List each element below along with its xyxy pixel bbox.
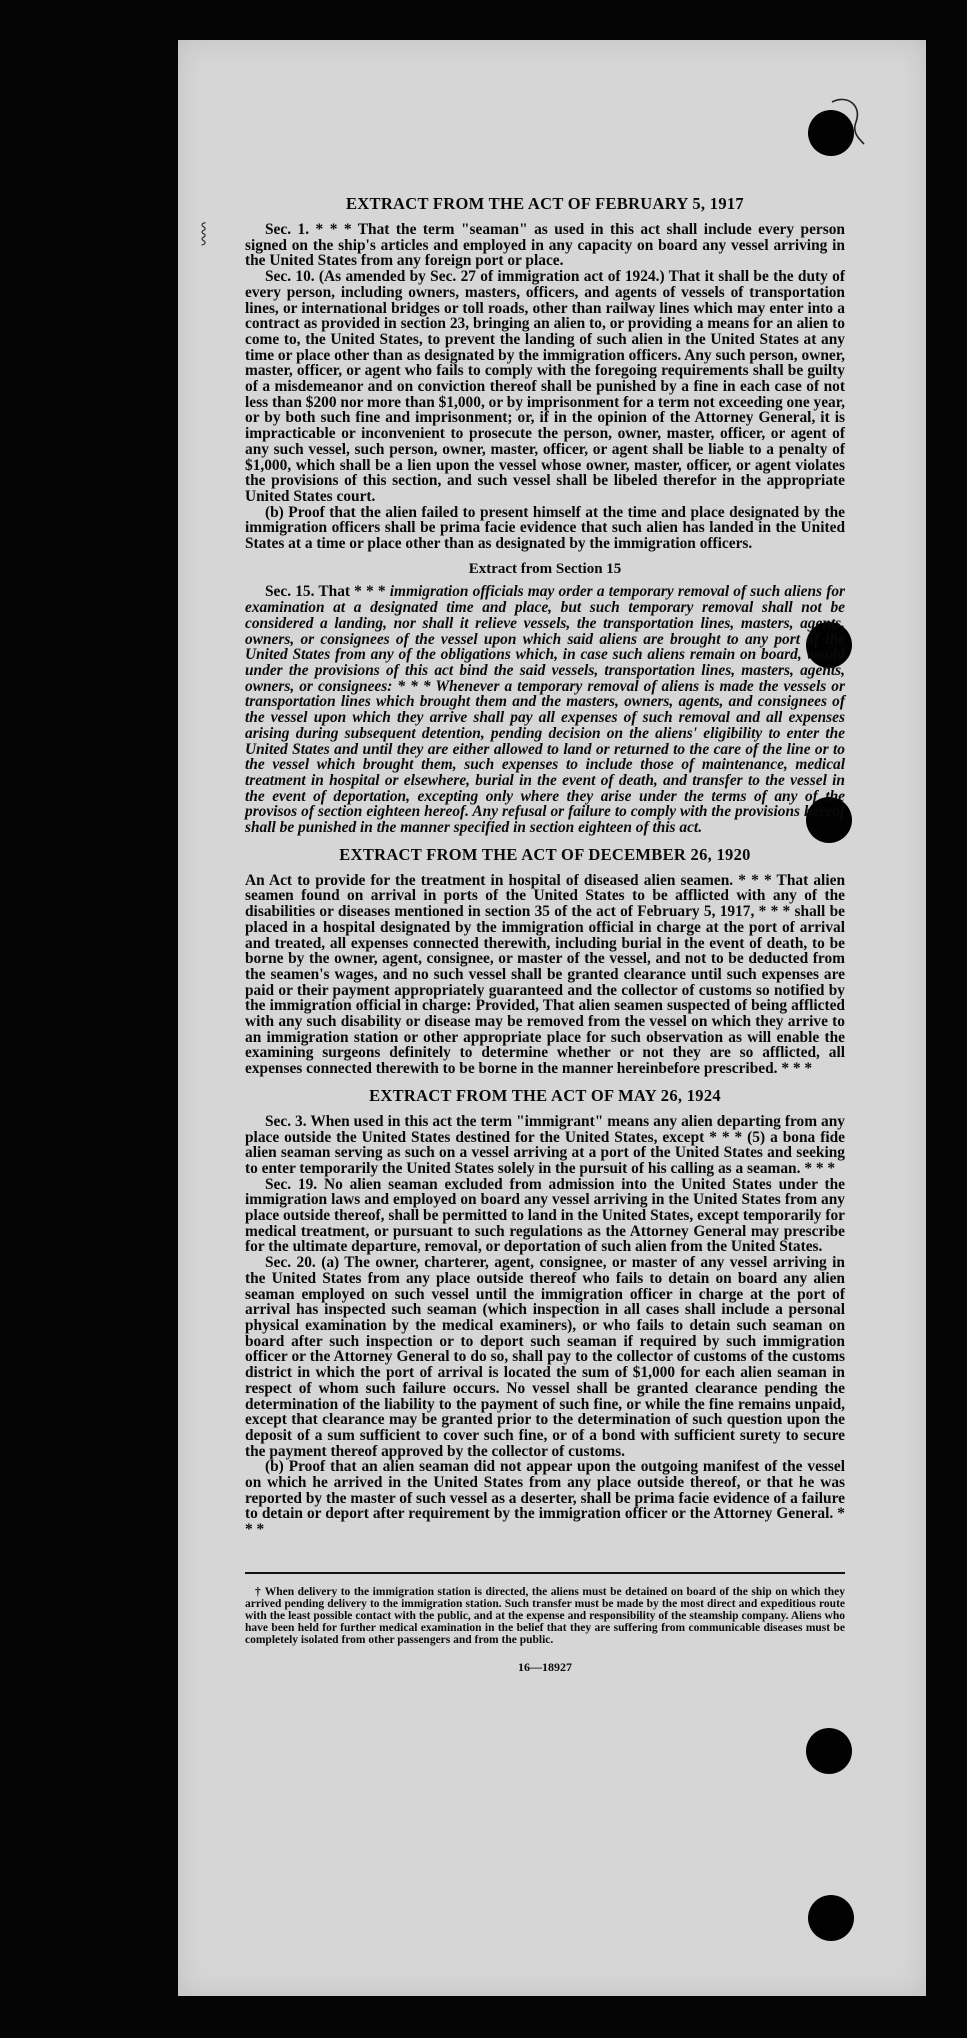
margin-mark: ⸾ xyxy=(200,222,208,244)
document-body xyxy=(245,195,845,1676)
document-page xyxy=(178,40,926,1996)
section-extract-15 xyxy=(245,562,845,836)
section-label: Sec. 15. That * * * xyxy=(265,583,386,601)
paragraph: Sec. 1. * * * That the term "seaman" as used in this act shall include every person signed on the ship's articles and employed in any capacity on board any vessel arriving in the United States from any foreign port or place. xyxy=(245,221,845,270)
divider xyxy=(245,1572,845,1574)
paragraph: Sec. 20. (a) The owner, charterer, agent, consignee, or master of any vessel arriving in the United States from any place outside thereof who fails to detain on board any alien seaman employed on such vessel until the immigration officer in charge at the port of arrival has inspected such seaman (which inspection in all cases shall include a personal physical examination by the medical examiners), or who fails to detain such seaman on board after such inspection or to deport such seaman if required by such immigration officer or the Attorney General to do so, shall pay to the collector of customs of the customs district in which the port of arrival is located the sum of $1,000 for each alien seaman in respect of whom such failure occurs. No vessel shall be granted clearance pending the determination of the liability to the payment of such fine, or while the fine remains unpaid, except that clearance may be granted prior to the determination of such question upon the deposit of a sum sufficient to cover such fine, or of a bond with sufficient surety to secure the payment thereof approved by the collector of customs. xyxy=(245,1254,845,1460)
section-heading: EXTRACT FROM THE ACT OF DECEMBER 26, 1920 xyxy=(339,844,751,864)
paragraph: Sec. 19. No alien seaman excluded from admission into the United States under the immigration laws and employed on board any vessel arriving in the United States from any place outside thereof, shall be permitted to land in the United States, except temporarily for medical treatment, or pursuant to such regulations as the Attorney General may prescribe for the ultimate departure, removal, or deportation of such alien from the United States. xyxy=(245,1175,845,1256)
paragraph: Sec. 3. When used in this act the term "immigrant" means any alien departing from any place outside the United States destined for the United States, except * * * (5) a bona fide alien seaman serving as such on a vessel arriving at a port of the United States and seeking to enter temporarily the United States solely in the pursuit of his calling as a seaman. * * * xyxy=(245,1112,845,1177)
section-heading: EXTRACT FROM THE ACT OF FEBRUARY 5, 1917 xyxy=(346,194,744,213)
paragraph: (b) Proof that the alien failed to present himself at the time and place designated by the immigration officers shall be prima facie evidence that such alien has landed in the United States at a time or place other than as designated by the immigration officers. xyxy=(245,503,845,553)
paragraph xyxy=(245,584,845,835)
paragraph: An Act to provide for the treatment in hospital of diseased alien seamen. * * * That alien seamen found on arrival in ports of the United States to be afflicted with any of the disabilities or diseases mentioned in section 35 of the act of February 5, 1917, * * * shall be placed in a hospital designated by the immigration official in charge at the port of arrival and treated, all expenses connected therewith, including burial in the event of death, to be borne by the owner, agent, consignee, or master of the vessel, and not to be deducted from the seamen's wages, and no such vessel shall be granted clearance until such expenses are paid or their payment appropriately guaranteed and the collector of customs so notified by the immigration official in charge: Provided, That alien seamen suspected of being afflicted with any such disability or disease may be removed from the vessel on which they arrive to an immigration station or other appropriate place for such observation as will enable the examining surgeons definitely to determine whether or not they are so afflicted, all expenses connected therewith to be borne in the manner hereinbefore prescribed. * * * xyxy=(245,871,845,1078)
section-act-1920 xyxy=(245,846,845,1077)
section-act-1924 xyxy=(245,1087,845,1538)
section-subheading: Extract from Section 15 xyxy=(468,560,622,577)
footnote: † When delivery to the immigration station is directed, the aliens must be detained on board of the ship on which they arrived pending delivery to the immigration station. Such transfer must be made by the most direct and expeditious route with the least possible contact with the public, and at the expense and responsibility of the steamship company. Aliens who have been held for further medical examination in the belief that they are suffering from communicable diseases must be completely isolated from other passengers and from the public. xyxy=(245,1585,845,1646)
punch-hole xyxy=(808,1895,854,1941)
paragraph: (b) Proof that an alien seaman did not appear upon the outgoing manifest of the vessel on which he arrived in the United States from any place outside thereof, or that he was reported by the master of such vessel as a deserter, shall be prima facie evidence of a failure to detain or deport after requirement by the immigration officer or the Attorney General. * * * xyxy=(245,1458,845,1539)
italic-text: immigration officials may order a temporary removal of such aliens for examination at a designated time and place, but such temporary removal shall not be considered a landing, nor shall it relieve vessels, the transportation lines, masters, agents, owners, or consignees of the vessel upon which said aliens are brought to any port of the United States from any of the obligations which, in case such aliens remain on board, would under the provisions of this act bind the said vessels, transportation lines, masters, agents, owners, or consignees: * * * Whenever a temporary removal of aliens is made the vessels or transportation lines which brought them and the masters, owners, agents, and consignees of the vessel upon which they arrive shall pay all expenses of such removal and all expenses arising during subsequent detention, pending decision on the aliens' eligibility to enter the United States and until they are either allowed to land or returned to the care of the line or to the vessel which brought them, such expenses to include those of maintenance, medical treatment in hospital or elsewhere, burial in the event of death, and transfer to the vessel in the event of deportation, excepting only where they arise under the terms of any of the provisos of section eighteen hereof. Any refusal or failure to comply with the provisions hereof shall be punished in the manner specified in section eighteen of this act. xyxy=(245,583,845,837)
paragraph: Sec. 10. (As amended by Sec. 27 of immigration act of 1924.) That it shall be the duty of every person, including owners, masters, officers, and agents of vessels of transportation lines, or international bridges or toll roads, other than railway lines which may enter into a contract as provided in section 23, bringing an alien to, or providing a means for an alien to come to, the United States, to prevent the landing of such alien in the United States at any time or place other than as designated by the immigration officers. Any such person, owner, master, officer, or agent who fails to comply with the foregoing requirements shall be guilty of a misdemeanor and on conviction thereof shall be punished by a fine in each case of not less than $200 nor more than $1,000, or by imprisonment for a term not exceeding one year, or by both such fine and imprisonment; or, if in the opinion of the Attorney General, it is impracticable or inconvenient to prosecute the person, owner, master, officer, or agent of any such vessel, such person, owner, master, officer, or agent shall be liable to a penalty of $1,000, which shall be a lien upon the vessel whose owner, master, officer, or agent violates the provisions of this section, and such vessel shall be libeled therefor in the appropriate United States court. xyxy=(245,268,845,505)
form-number: 16—18927 xyxy=(518,1659,572,1674)
section-heading: EXTRACT FROM THE ACT OF MAY 26, 1924 xyxy=(369,1085,721,1105)
pen-scribble xyxy=(828,92,868,152)
punch-hole xyxy=(806,1728,852,1774)
section-act-1917 xyxy=(245,195,845,552)
